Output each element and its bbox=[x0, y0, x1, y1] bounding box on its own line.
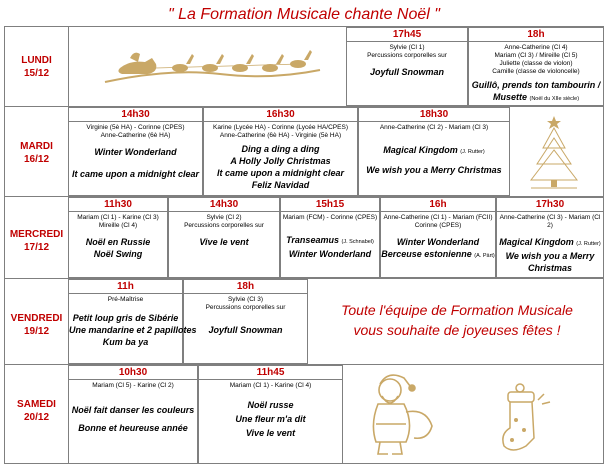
slot-saturday-1030 bbox=[68, 365, 198, 464]
slot-teachers: Anne-Catherine (Cl 2) - Mariam (Cl 3) bbox=[379, 124, 489, 131]
slot-teachers: Anne-Catherine (Cl 4) Mariam (Cl 3) / Mireille (Cl 5) Juliette (classe de violon) Camille (classe de violoncelle) bbox=[492, 44, 580, 75]
slot-tuesday-1430 bbox=[68, 107, 203, 196]
day-label-tuesday: MARDI 16/12 bbox=[20, 141, 53, 165]
slot-teachers: Karine (Lycée HA) - Corinne (Lycée HA/CPES) Anne-Catherine (6è HA) - Virginie (5è HA) bbox=[213, 124, 348, 139]
slot-wednesday-1730 bbox=[496, 197, 604, 278]
slot-wednesday-1130 bbox=[68, 197, 168, 278]
day-label-saturday: SAMEDI 20/12 bbox=[17, 399, 56, 423]
christmas-stocking-illustration bbox=[490, 380, 560, 460]
slot-songs: Magical Kingdom (J. Rutter) We wish you a Merry Christmas bbox=[499, 237, 601, 273]
slot-teachers: Virginie (5è HA) - Corinne (CPES) Anne-Catherine (6è HA) bbox=[86, 124, 185, 139]
slot-time: 10h30 bbox=[69, 366, 197, 380]
slot-monday-1745 bbox=[346, 27, 468, 106]
slot-songs: Guillô, prends ton tambourin / Musette (Noël du XIIe siècle) bbox=[471, 80, 601, 102]
slot-teachers: Pré-Maîtrise bbox=[107, 296, 144, 303]
slot-wednesday-1515 bbox=[280, 197, 380, 278]
slot-time: 16h bbox=[381, 198, 495, 212]
slot-time: 17h45 bbox=[347, 28, 467, 42]
day-label-friday: VENDREDI 19/12 bbox=[10, 313, 63, 337]
slot-songs: Joyfull Snowman bbox=[208, 325, 283, 335]
slot-teachers: Mariam (Cl 1) - Karine (Cl 4) bbox=[229, 382, 312, 389]
page-title: " La Formation Musicale chante Noël " bbox=[168, 6, 440, 23]
slot-songs: Petit loup gris de Sibérie Une mandarine et 2 papillotes Kum ba ya bbox=[69, 313, 197, 347]
slot-time: 11h45 bbox=[199, 366, 342, 380]
slot-time: 15h15 bbox=[281, 198, 379, 212]
slot-songs: Ding a ding a ding A Holly Jolly Christmas It came upon a midnight clear Feliz Navidad bbox=[216, 144, 345, 190]
slot-time: 18h30 bbox=[359, 108, 509, 122]
slot-friday-18h bbox=[183, 279, 308, 364]
slot-time: 18h bbox=[184, 280, 307, 294]
slot-teachers: Sylvie (Cl 1) Percussions corporelles sur bbox=[367, 44, 447, 59]
holiday-message: Toute l'équipe de Formation Musicale vous souhaite de joyeuses fêtes ! bbox=[341, 302, 573, 338]
slot-tuesday-1830 bbox=[358, 107, 510, 196]
slot-teachers: Sylvie (Cl 3) Percussions corporelles sur bbox=[205, 296, 286, 311]
slot-wednesday-16h bbox=[380, 197, 496, 278]
day-label-monday: LUNDI 15/12 bbox=[21, 55, 52, 79]
slot-teachers: Anne-Catherine (Cl 3) - Mariam (Cl 2) bbox=[499, 214, 601, 229]
slot-time: 18h bbox=[469, 28, 603, 42]
sleigh-reindeer-illustration bbox=[100, 38, 325, 90]
slot-songs: Winter Wonderland Berceuse estonienne (A. Pärt) bbox=[381, 237, 495, 259]
slot-saturday-1145 bbox=[198, 365, 343, 464]
slot-songs: Vive le vent bbox=[199, 237, 249, 247]
slot-teachers: Mariam (FCM) - Corinne (CPES) bbox=[282, 214, 378, 221]
slot-songs: Winter Wonderland It came upon a midnight clear bbox=[71, 147, 200, 179]
slot-teachers: Sylvie (Cl 2) Percussions corporelles sur bbox=[184, 214, 264, 229]
slot-time: 16h30 bbox=[204, 108, 357, 122]
slot-songs: Noël russe Une fleur m'a dit Vive le vent bbox=[235, 400, 306, 438]
slot-teachers: Mariam (Cl 5) - Karine (Cl 2) bbox=[92, 382, 174, 389]
slot-friday-11h bbox=[68, 279, 197, 364]
slot-songs: Noël en Russie Noël Swing bbox=[85, 237, 151, 259]
slot-wednesday-1430 bbox=[168, 197, 280, 278]
slot-songs: Transeamus (J. Schnabel) Winter Wonderland bbox=[286, 235, 374, 259]
slot-teachers: Anne-Catherine (Cl 1) - Mariam (FCII) Corinne (CPES) bbox=[383, 214, 493, 229]
slot-songs: Magical Kingdom (J. Rutter) We wish you a Merry Christmas bbox=[366, 145, 502, 175]
slot-songs: Joyfull Snowman bbox=[369, 67, 444, 77]
slot-songs: Noël fait danser les couleurs Bonne et heureuse année bbox=[71, 405, 195, 433]
day-label-wednesday: MERCREDI 17/12 bbox=[9, 229, 64, 253]
slot-time: 11h bbox=[69, 280, 182, 294]
slot-time: 14h30 bbox=[169, 198, 279, 212]
slot-time: 17h30 bbox=[497, 198, 603, 212]
slot-time: 11h30 bbox=[69, 198, 167, 212]
santa-claus-illustration bbox=[352, 368, 442, 462]
christmas-tree-illustration bbox=[525, 112, 583, 192]
slot-tuesday-1630 bbox=[203, 107, 358, 196]
slot-time: 14h30 bbox=[69, 108, 202, 122]
slot-monday-18h bbox=[468, 27, 604, 106]
slot-teachers: Mariam (Cl 1) - Karine (Cl 3) Mireille (Cl 4) bbox=[77, 214, 159, 229]
